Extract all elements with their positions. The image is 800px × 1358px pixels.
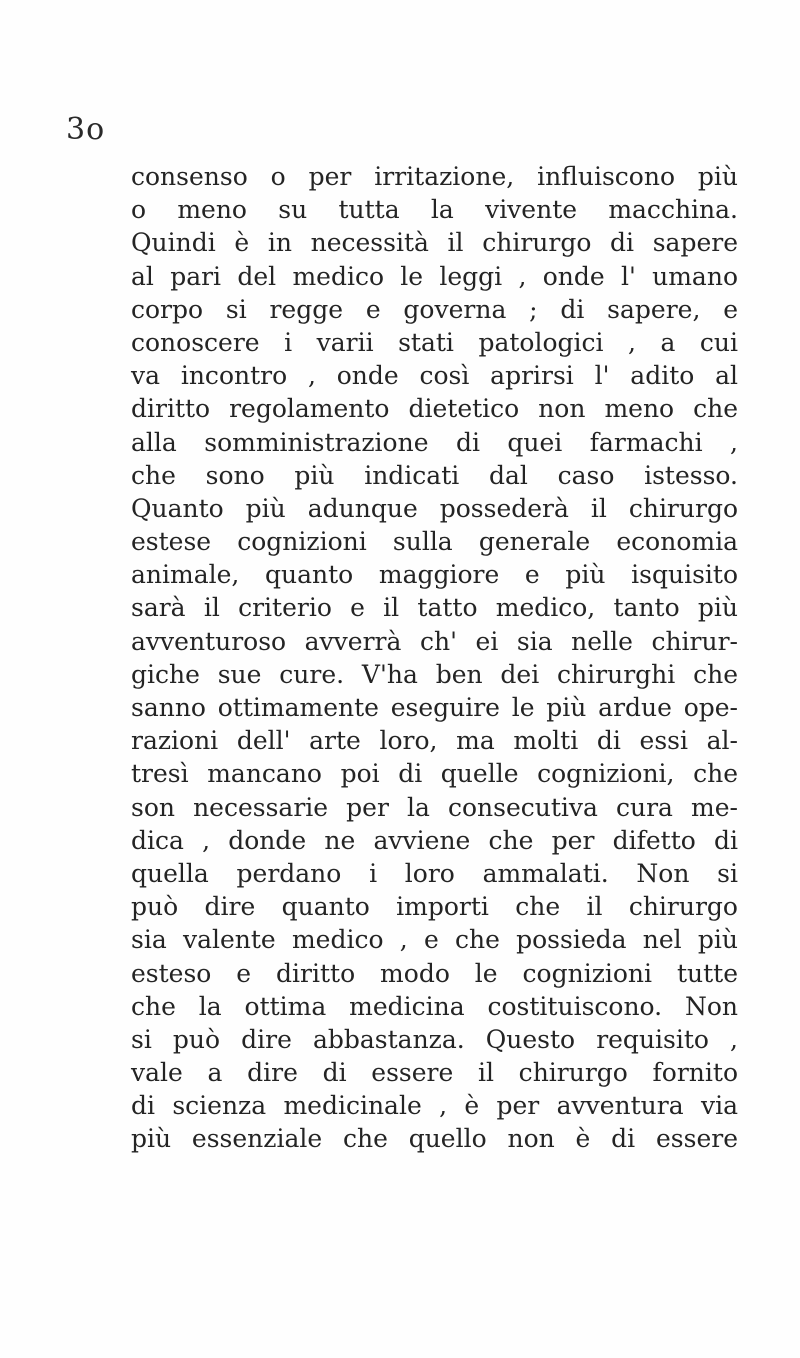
- text-line: Quanto più adunque possederà il chirurgo: [131, 493, 738, 523]
- text-line: vale a dire di essere il chirurgo fornito: [131, 1058, 738, 1088]
- text-line: esteso e diritto modo le cognizioni tutte: [131, 958, 738, 988]
- text-line: diritto regolamento dietetico non meno che: [131, 394, 738, 424]
- text-line: dica , donde ne avviene che per difetto di: [131, 825, 738, 855]
- text-line: al pari del medico le leggi , onde l' umano: [131, 261, 738, 291]
- body-text: [131, 160, 738, 1156]
- text-line: Quindi è in necessità il chirurgo di sapere: [131, 228, 738, 258]
- text-line: più essenziale che quello non è di essere: [131, 1124, 738, 1154]
- text-line: sarà il criterio e il tatto medico, tanto più: [131, 593, 738, 623]
- text-line: sanno ottimamente eseguire le più ardue ope-: [131, 693, 738, 722]
- text-line: consenso o per irritazione, influiscono più: [131, 162, 738, 191]
- page-number: 3o: [66, 112, 106, 147]
- text-line: di scienza medicinale , è per avventura via: [131, 1091, 738, 1121]
- text-line: corpo si regge e governa ; di sapere, e: [131, 294, 738, 324]
- text-line: quella perdano i loro ammalati. Non si: [131, 858, 738, 888]
- text-line: avventuroso avverrà ch' ei sia nelle chirur-: [131, 626, 738, 656]
- text-line: va incontro , onde così aprirsi l' adito al: [131, 361, 738, 391]
- text-line: estese cognizioni sulla generale economia: [131, 527, 738, 557]
- text-line: conoscere i varii stati patologici , a cui: [131, 327, 738, 357]
- text-line: alla somministrazione di quei farmachi ,: [131, 427, 738, 457]
- text-line: o meno su tutta la vivente macchina.: [131, 195, 738, 225]
- text-line: giche sue cure. V'ha ben dei chirurghi che: [131, 659, 738, 689]
- text-line: son necessarie per la consecutiva cura me-: [131, 792, 738, 822]
- text-line: razioni dell' arte loro, ma molti di essi al-: [131, 726, 738, 756]
- text-line: tresì mancano poi di quelle cognizioni, che: [131, 759, 738, 789]
- text-line: sia valente medico , e che possieda nel più: [131, 925, 738, 955]
- text-line: animale, quanto maggiore e più isquisito: [131, 560, 738, 590]
- text-line: che sono più indicati dal caso istesso.: [131, 460, 738, 490]
- text-line: si può dire abbastanza. Questo requisito ,: [131, 1024, 738, 1054]
- text-line: può dire quanto importi che il chirurgo: [131, 892, 738, 922]
- text-line: che la ottima medicina costituiscono. Non: [131, 991, 738, 1021]
